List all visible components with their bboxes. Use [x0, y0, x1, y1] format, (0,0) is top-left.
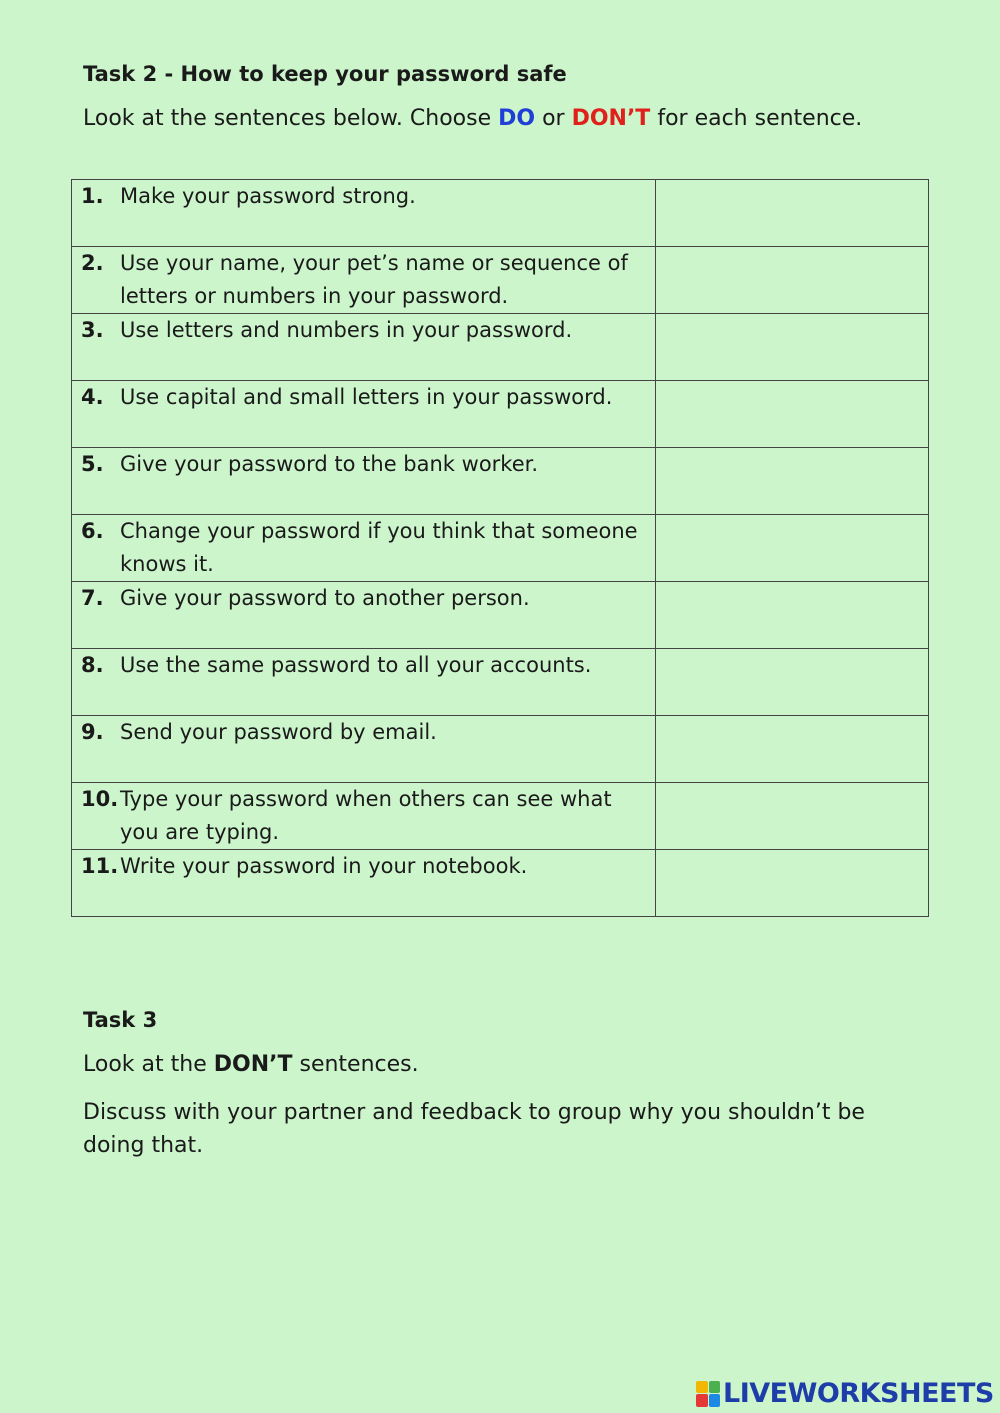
task3-instruction — [83, 1052, 419, 1077]
sentence-row — [72, 381, 929, 448]
answer-cell[interactable] — [656, 314, 929, 381]
sentence-content — [72, 783, 655, 849]
do-keyword: DO — [498, 106, 536, 131]
sentence-content — [72, 381, 655, 414]
sentence-row — [72, 314, 929, 381]
answer-cell[interactable] — [656, 649, 929, 716]
sentence-text: Use capital and small letters in your password. — [120, 385, 613, 409]
sentence-text: Write your password in your notebook. — [120, 854, 528, 878]
sentence-number: 1. — [81, 184, 104, 208]
sentence-text: Give your password to the bank worker. — [120, 452, 539, 476]
sentence-text: Use letters and numbers in your password. — [120, 318, 573, 342]
sentence-text: Give your password to another person. — [120, 586, 530, 610]
sentence-row — [72, 582, 929, 649]
answer-cell[interactable] — [656, 448, 929, 515]
sentence-number: 10. — [81, 787, 119, 811]
sentence-number: 9. — [81, 720, 104, 744]
sentence-content — [72, 582, 655, 615]
answer-cell[interactable] — [656, 850, 929, 917]
sentence-text: Make your password strong. — [120, 184, 416, 208]
sentence-text: Use your name, your pet’s name or sequence of letters or numbers in your password. — [120, 251, 628, 308]
sentence-text: Send your password by email. — [120, 720, 437, 744]
instruction-text-start: Look at the sentences below. Choose — [83, 106, 499, 131]
sentence-cell — [72, 850, 656, 917]
sentence-number: 8. — [81, 653, 104, 677]
sentence-row — [72, 515, 929, 582]
sentence-cell — [72, 649, 656, 716]
sentence-content — [72, 515, 655, 581]
sentence-cell — [72, 247, 656, 314]
sentence-row — [72, 649, 929, 716]
sentence-content — [72, 448, 655, 481]
dont-keyword: DON’T — [571, 106, 651, 131]
logo-square — [696, 1394, 708, 1407]
sentence-row — [72, 716, 929, 783]
sentence-cell — [72, 314, 656, 381]
sentence-cell — [72, 448, 656, 515]
sentence-text: Type your password when others can see what you are typing. — [120, 787, 612, 844]
task3-dont-keyword: DON’T — [213, 1052, 293, 1077]
sentence-row — [72, 180, 929, 247]
task3-text-end: sentences. — [292, 1052, 419, 1077]
sentence-row — [72, 850, 929, 917]
answer-cell[interactable] — [656, 716, 929, 783]
sentence-row — [72, 247, 929, 314]
sentence-content — [72, 850, 655, 883]
answer-cell[interactable] — [656, 247, 929, 314]
sentence-number: 6. — [81, 519, 104, 543]
sentence-content — [72, 180, 655, 213]
sentence-cell — [72, 515, 656, 582]
logo-square — [709, 1381, 721, 1394]
brand-text: LIVEWORKSHEETS — [723, 1378, 994, 1409]
answer-cell[interactable] — [656, 381, 929, 448]
task3-text-start: Look at the — [83, 1052, 214, 1077]
logo-square — [709, 1394, 721, 1407]
task3-discussion-text: Discuss with your partner and feedback to group why you shouldn’t be doing that. — [83, 1100, 865, 1158]
sentence-number: 4. — [81, 385, 104, 409]
task2-title: Task 2 - How to keep your password safe — [83, 62, 567, 86]
sentence-content — [72, 247, 655, 313]
liveworksheets-logo-icon — [696, 1381, 720, 1407]
sentence-row — [72, 448, 929, 515]
logo-square — [696, 1381, 708, 1394]
answer-cell[interactable] — [656, 180, 929, 247]
sentence-content — [72, 314, 655, 347]
sentence-text: Change your password if you think that someone knows it. — [120, 519, 638, 576]
task3-title: Task 3 — [83, 1008, 158, 1032]
answer-cell[interactable] — [656, 515, 929, 582]
liveworksheets-brand — [696, 1378, 994, 1409]
sentence-content — [72, 649, 655, 682]
sentence-text: Use the same password to all your accounts. — [120, 653, 592, 677]
sentence-cell — [72, 582, 656, 649]
sentence-number: 7. — [81, 586, 104, 610]
answer-cell[interactable] — [656, 582, 929, 649]
sentence-number: 2. — [81, 251, 104, 275]
answer-cell[interactable] — [656, 783, 929, 850]
sentence-cell — [72, 783, 656, 850]
instruction-text-end: for each sentence. — [650, 106, 863, 131]
instruction-text-or: or — [535, 106, 572, 131]
sentences-table — [71, 179, 929, 917]
sentence-cell — [72, 716, 656, 783]
sentence-cell — [72, 381, 656, 448]
sentence-number: 5. — [81, 452, 104, 476]
sentence-row — [72, 783, 929, 850]
sentence-cell — [72, 180, 656, 247]
task2-instruction — [83, 106, 862, 131]
sentence-number: 3. — [81, 318, 104, 342]
sentence-number: 11. — [81, 854, 119, 878]
sentence-content — [72, 716, 655, 749]
